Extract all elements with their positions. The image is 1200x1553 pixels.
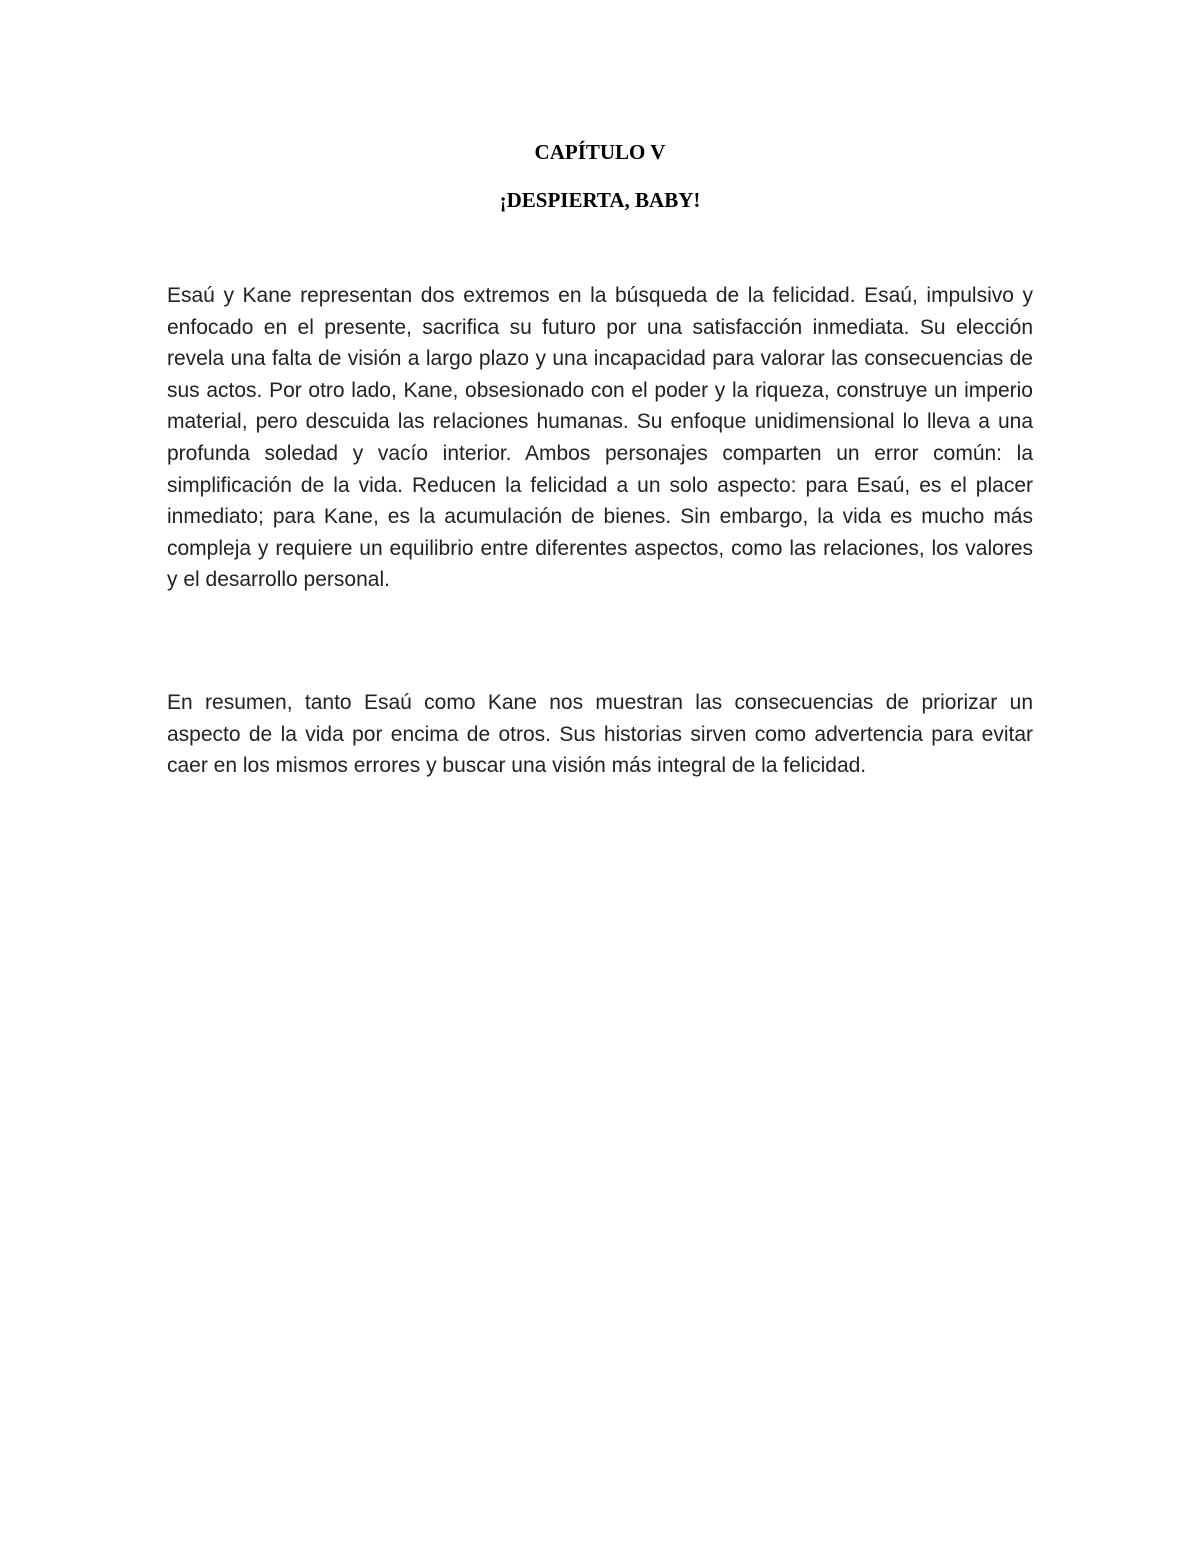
body-paragraph-1: Esaú y Kane representan dos extremos en la búsqueda de la felicidad. Esaú, impulsivo y enfocado en el presente, sacrifica su futuro por una satisfacción inmediata. Su elección revela una falta de visión a largo plazo y una incapacidad para valorar las consecuencias de sus actos. Por otro lado, Kane, obsesionado con el poder y la riqueza, construye un imperio material, pero descuida las relaciones humanas. Su enfoque unidimensional lo lleva a una profunda soledad y vacío interior. Ambos personajes comparten un error común: la simplificación de la vida. Reducen la felicidad a un solo aspecto: para Esaú, es el placer inmediato; para Kane, es la acumulación de bienes. Sin embargo, la vida es mucho más compleja y requiere un equilibrio entre diferentes aspectos, como las relaciones, los valores y el desarrollo personal. [167,284,1033,592]
chapter-title: ¡DESPIERTA, BABY! [499,188,701,212]
chapter-number: CAPÍTULO V [534,140,666,164]
body-paragraph-2: En resumen, tanto Esaú como Kane nos muestran las consecuencias de priorizar un aspecto de la vida por encima de otros. Sus historias sirven como advertencia para evitar caer en los mismos errores y buscar una visión más integral de la felicidad. [167,691,1033,778]
